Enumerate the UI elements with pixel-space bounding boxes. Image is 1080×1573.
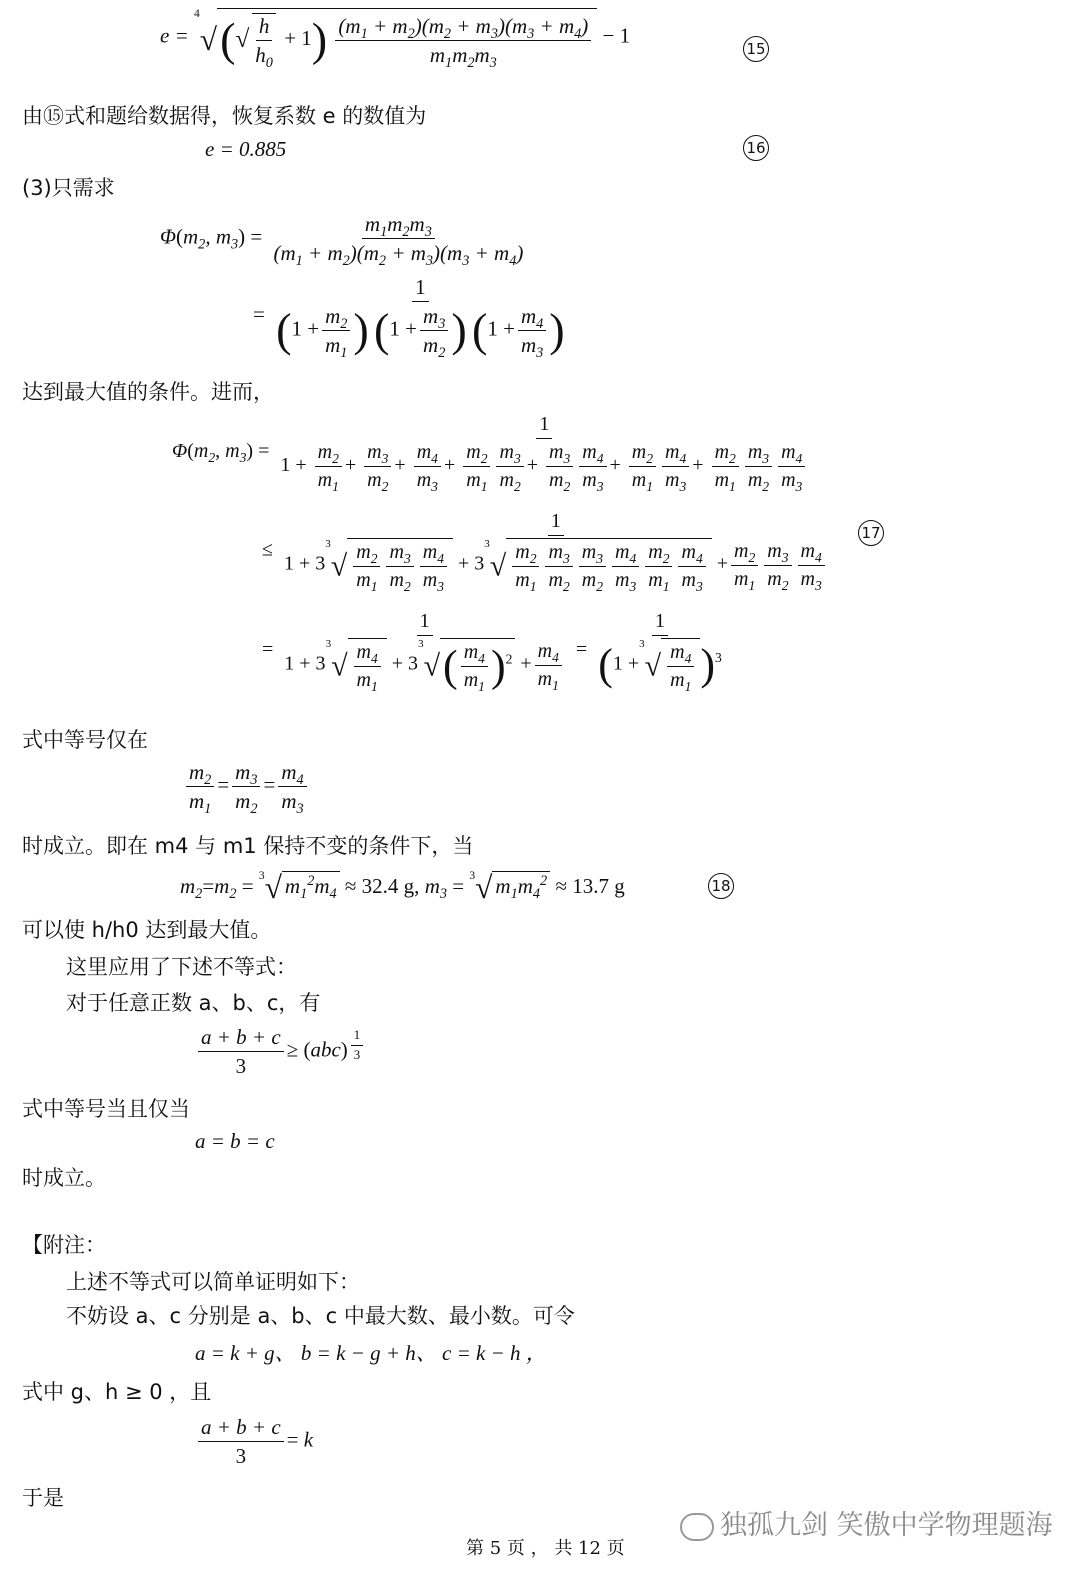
paragraph-17: 于是 xyxy=(22,1486,64,1510)
eq18-label: 18 xyxy=(708,873,734,899)
watermark xyxy=(680,1503,1053,1542)
paragraph-14: 不妨设 a、c 分别是 a、b、c 中最大数、最小数。可令 xyxy=(66,1304,575,1328)
eq15-label: 15 xyxy=(743,36,769,62)
am-gm-inequality: $\frac{a + b + c}{3}$ ≥ (abc) $^{\frac{1}{3}}$ xyxy=(195,1025,366,1078)
paragraph-5: 时成立。即在 m4 与 m1 保持不变的条件下，当 xyxy=(22,834,474,858)
equation-16: e = 0.885 xyxy=(205,137,287,161)
equation-18: $m_2=m_2 = ^3√$ $m_1^2m_4 \approx 32.4$ g, $m_3 = ^3√$ $m_1m_4^2 \approx 13.7$ g xyxy=(180,870,625,905)
wechat-icon xyxy=(680,1513,714,1541)
paragraph-2: (3)只需求 xyxy=(22,176,115,200)
equation-17-line-1: $\Phi(m_2$, $m_3$) = 1 1 + $\frac{m_2}{m_1}$ + $\frac{m_3}{m_2}$ + $\frac{m_4}{m_3}$ + $\frac{m_2}{m_1}$ $\frac{m_3}{m_2}$ + $\frac{m_3}{m_2}$ $\frac{m_4}{m_3}$ + $\frac{m_2}{m_1}$ $\frac{m_4}{m_3}$ + $\frac{m_2}{m_1}$ $\frac{m_3}{m_2}$ $\frac{m_4}{m_3}$ xyxy=(172,413,814,492)
paragraph-6: 可以使 h/h0 达到最大值。 xyxy=(22,918,272,942)
paragraph-9: 式中等号当且仅当 xyxy=(22,1097,190,1121)
equation-17-line-2: ≤ 1 $1 + 3^3√$ $\frac{m_2}{m_1}$ $\frac{m_3}{m_2}$ $\frac{m_4}{m_3}$ + $3^3√$ $\frac{m_2}{m_1}$ $\frac{m_3}{m_2}$ $\frac{m_3}{m_2}$ $\frac{m_4}{m_3}$ $\frac{m_2}{m_1}$ $\frac{m_4}{m_3}$ + $\frac{m_2}{m_1}$ $\frac{m_3}{m_2}$ $\frac{m_4}{m_3}$ xyxy=(262,510,834,592)
phi-definition-simplified: = 1 (1 + $\frac{m_2}{m_1}$ ) (1 + $\frac{m_3}{m_2}$ ) (1 + $\frac{m_4}{m_3}$ ) xyxy=(253,275,565,362)
phi-definition: $\Phi(m_2$, $m_3$) = $\frac{m_1m_2m_3}{(m_1 + m_2)(m_2 + m_3)(m_3 + m_4)}$ xyxy=(160,212,524,270)
paragraph-7: 这里应用了下述不等式： xyxy=(66,955,297,979)
paragraph-3: 达到最大值的条件。进而， xyxy=(22,380,274,404)
paragraph-1: 由⑮式和题给数据得，恢复系数 e 的数值为 xyxy=(22,104,427,128)
paragraph-13: 上述不等式可以简单证明如下： xyxy=(66,1270,360,1294)
equation-17-line-3: = 1 $1 + 3^3√$ $\frac{m_4}{m_1}$ + $3^3√$( $\frac{m_4}{m_1}$ )$^2$ + $\frac{m_4}{m_1}$ = 1 (1 +$^3$√ $\frac{m_4}{m_1}$ )$^3$ xyxy=(262,610,722,694)
paragraph-15: a = k + g、 b = k − g + h、 c = k − h ， xyxy=(195,1341,547,1365)
equality-condition: $\frac{m_2}{m_1}$ = $\frac{m_3}{m_2}$ = $\frac{m_4}{m_3}$ xyxy=(183,760,310,813)
watermark-text: 独孤九剑 笑傲中学物理题海 xyxy=(720,1510,1053,1541)
eq16-label: 16 xyxy=(743,135,769,161)
eq17-label: 17 xyxy=(858,520,884,546)
eq15-tail: − 1 xyxy=(602,23,631,48)
paragraph-12: 【附注： xyxy=(22,1233,106,1257)
page-footer: 第 5 页 ， 共 12 页 xyxy=(466,1538,625,1559)
paragraph-16: 式中 g、h ≥ 0 ，且 xyxy=(22,1380,212,1404)
paragraph-11: 时成立。 xyxy=(22,1166,106,1190)
paragraph-8: 对于任意正数 a、b、c，有 xyxy=(66,991,321,1015)
equation-15: e = $^4$√(√ $\frac{h}{h_0}$ + 1) $\frac{(m_1 + m_2)(m_2 + m_3)(m_3 + m_4)}{m_1m_2m_3}$ − 1 xyxy=(160,8,631,72)
paragraph-10: a = b = c xyxy=(195,1129,275,1153)
paragraph-4: 式中等号仅在 xyxy=(22,728,148,752)
mean-k: $\frac{a + b + c}{3}$ = k xyxy=(195,1415,313,1468)
